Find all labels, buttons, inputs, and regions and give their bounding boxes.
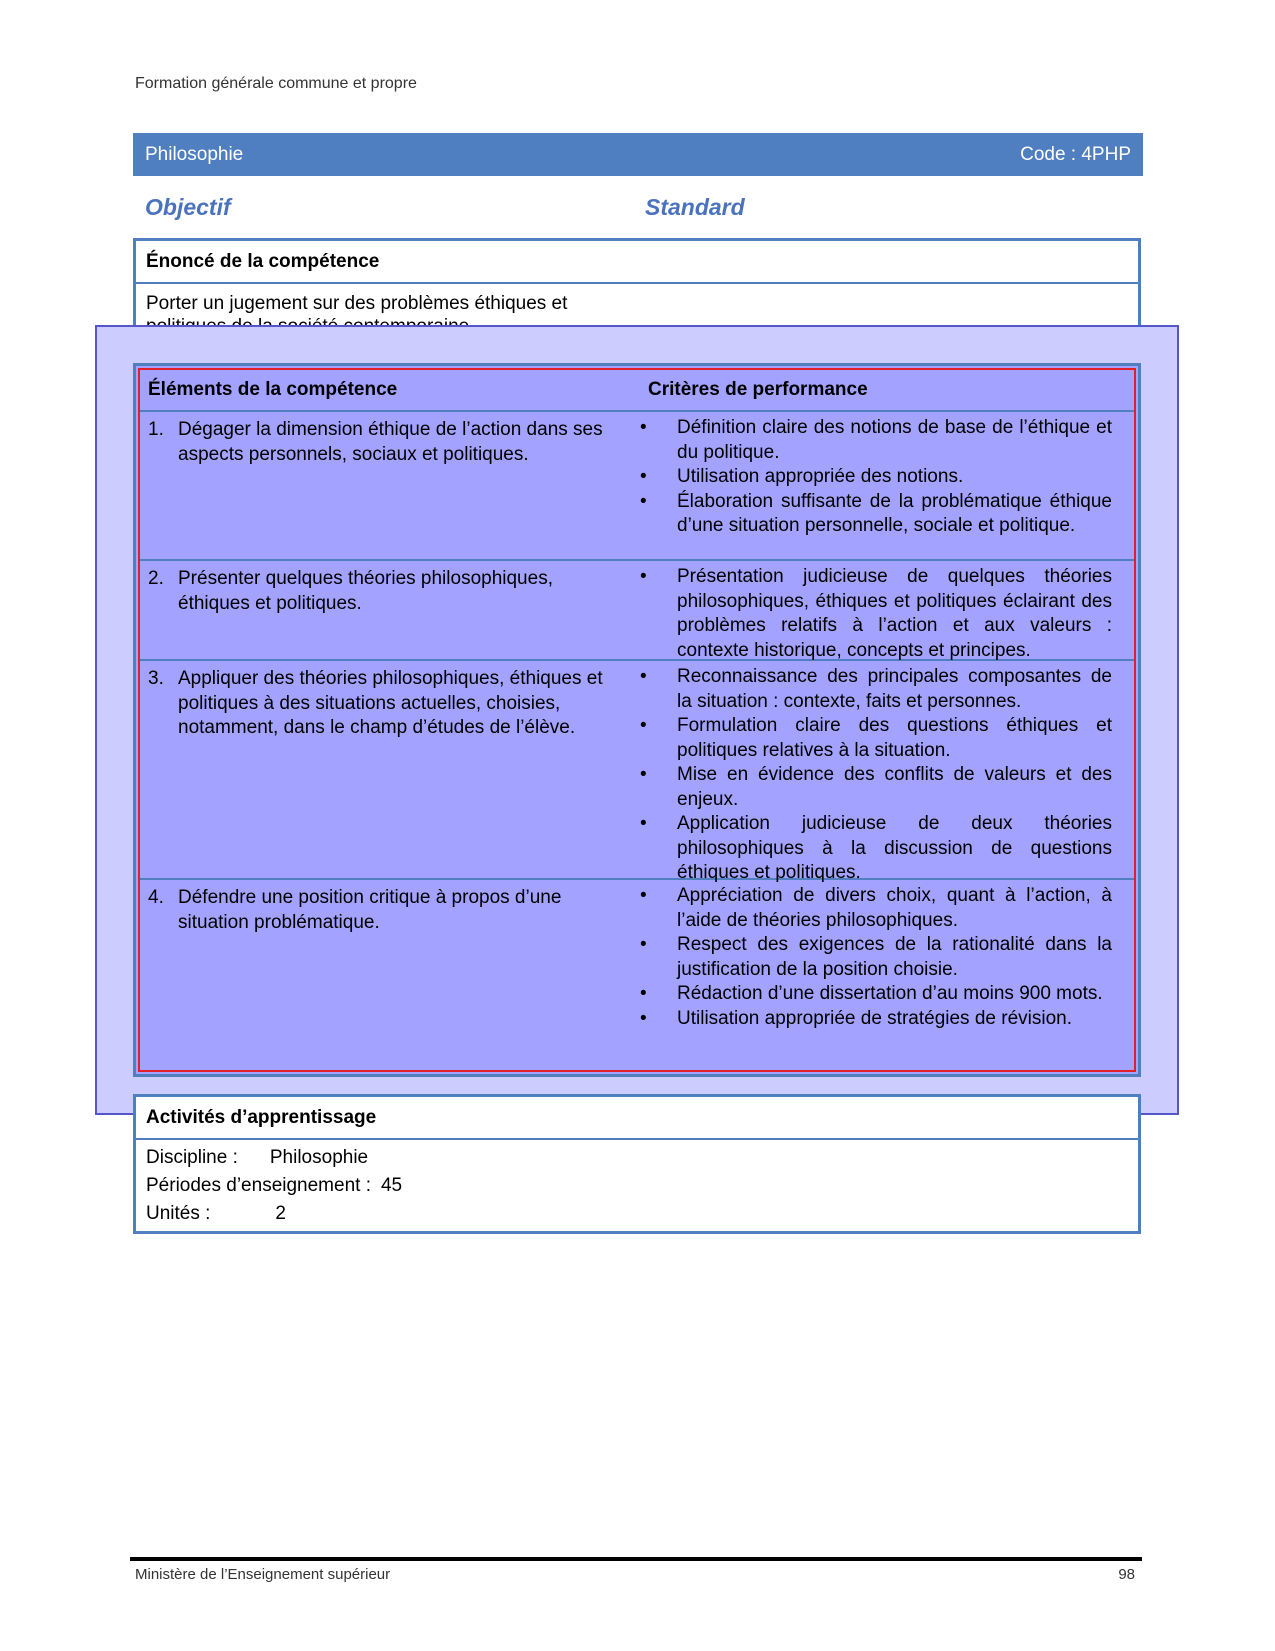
performance-criteria-cell bbox=[640, 412, 1120, 559]
learning-activities-box bbox=[133, 1094, 1141, 1234]
competence-table-inner bbox=[138, 368, 1136, 1072]
bullet-icon: • bbox=[640, 666, 647, 687]
criterion-text: Définition claire des notions de base de l’éthique et du politique. bbox=[677, 417, 1112, 463]
element-number: 4. bbox=[148, 887, 164, 908]
course-title-bar bbox=[133, 133, 1143, 176]
elements-column-header: Éléments de la compétence bbox=[148, 379, 398, 400]
periodes-line bbox=[146, 1172, 1128, 1200]
criterion-item bbox=[640, 465, 1120, 490]
learning-activities-heading: Activités d’apprentissage bbox=[136, 1097, 1138, 1140]
discipline-line bbox=[146, 1144, 1128, 1172]
course-code: Code : 4PHP bbox=[1020, 143, 1131, 165]
course-name: Philosophie bbox=[145, 143, 244, 165]
page-number: 98 bbox=[1118, 1566, 1135, 1583]
competence-element-cell bbox=[140, 661, 640, 878]
footer-ministry: Ministère de l’Enseignement supérieur bbox=[135, 1566, 391, 1583]
running-header: Formation générale commune et propre bbox=[135, 75, 417, 92]
competence-element-cell bbox=[140, 561, 640, 659]
learning-activities-info bbox=[136, 1140, 1138, 1232]
criterion-item bbox=[640, 812, 1120, 886]
unites-value: 2 bbox=[275, 1203, 286, 1224]
criterion-text: Rédaction d’une dissertation d’au moins 900 mots. bbox=[677, 983, 1103, 1004]
criterion-item bbox=[640, 490, 1120, 539]
criterion-text: Respect des exigences de la rationalité dans la justification de la position choisie. bbox=[677, 934, 1112, 980]
bullet-icon: • bbox=[640, 466, 647, 487]
criteria-column-header: Critères de performance bbox=[648, 379, 868, 400]
element-number: 2. bbox=[148, 568, 164, 589]
criterion-text: Mise en évidence des conflits de valeurs et des enjeux. bbox=[677, 764, 1112, 810]
objective-standard-row bbox=[145, 194, 745, 221]
criterion-item bbox=[640, 884, 1120, 933]
discipline-value: Philosophie bbox=[269, 1147, 369, 1168]
periodes-label: Périodes d’enseignement : bbox=[146, 1175, 371, 1196]
unites-line bbox=[146, 1200, 1128, 1228]
table-row bbox=[140, 880, 1134, 1047]
criterion-text: Présentation judicieuse de quelques théories philosophiques, éthiques et politiques éclairant des problèmes relatifs à l’action et aux valeurs : contexte historique, concepts et principes. bbox=[677, 566, 1112, 661]
criterion-item bbox=[640, 565, 1120, 663]
element-number: 1. bbox=[148, 419, 164, 440]
criterion-item bbox=[640, 933, 1120, 982]
bullet-icon: • bbox=[640, 885, 647, 906]
performance-criteria-cell bbox=[640, 561, 1120, 659]
table-header-row bbox=[140, 370, 1134, 412]
standard-label: Standard bbox=[645, 194, 745, 220]
criterion-text: Utilisation appropriée des notions. bbox=[677, 466, 964, 487]
element-text: Appliquer des théories philosophiques, éthiques et politiques à des situations actuelles, choisies, notamment, dans le champ d’études de l’élève. bbox=[178, 668, 603, 738]
criterion-text: Appréciation de divers choix, quant à l’action, à l’aide de théories philosophiques. bbox=[677, 885, 1112, 931]
criterion-text: Utilisation appropriée de stratégies de révision. bbox=[677, 1007, 1072, 1029]
criterion-text: Formulation claire des questions éthiques et politiques relatives à la situation. bbox=[677, 715, 1112, 761]
table-body bbox=[140, 412, 1134, 1047]
criterion-item bbox=[640, 714, 1120, 763]
bullet-icon: • bbox=[640, 417, 647, 438]
table-row bbox=[140, 561, 1134, 661]
bullet-icon: • bbox=[640, 715, 647, 736]
competence-statement-heading: Énoncé de la compétence bbox=[136, 241, 1138, 284]
table-row bbox=[140, 661, 1134, 883]
performance-criteria-cell bbox=[640, 661, 1120, 883]
bullet-icon: • bbox=[640, 566, 647, 587]
unites-label: Unités : bbox=[146, 1203, 211, 1224]
discipline-label: Discipline : bbox=[146, 1147, 238, 1168]
competence-statement-text: Porter un jugement sur des problèmes éthiques et bbox=[146, 293, 568, 314]
periodes-value: 45 bbox=[380, 1175, 403, 1196]
competence-table bbox=[133, 363, 1141, 1077]
criterion-item bbox=[640, 665, 1120, 714]
page-footer bbox=[135, 1566, 1135, 1583]
bullet-icon: • bbox=[640, 983, 647, 1004]
bullet-icon: • bbox=[640, 490, 647, 512]
bullet-icon: • bbox=[640, 813, 647, 834]
table-row bbox=[140, 412, 1134, 561]
performance-criteria-cell bbox=[640, 880, 1120, 1047]
criterion-item bbox=[640, 416, 1120, 465]
criterion-text: Application judicieuse de deux théories philosophiques à la discussion de questions éthiques et politiques. bbox=[677, 813, 1112, 883]
footer-divider bbox=[130, 1557, 1142, 1561]
element-number: 3. bbox=[148, 668, 164, 689]
element-text: Dégager la dimension éthique de l’action dans ses aspects personnels, sociaux et politiques. bbox=[178, 419, 603, 465]
criterion-item bbox=[640, 982, 1120, 1007]
bullet-icon: • bbox=[640, 934, 647, 955]
element-text: Présenter quelques théories philosophiques, éthiques et politiques. bbox=[178, 568, 553, 614]
competence-element-cell bbox=[140, 880, 640, 1047]
criterion-text: Élaboration suffisante de la problématique éthique d’une situation personnelle, sociale et politique. bbox=[677, 490, 1112, 536]
competence-element-cell bbox=[140, 412, 640, 559]
bullet-icon: • bbox=[640, 1007, 647, 1029]
criterion-item bbox=[640, 763, 1120, 812]
criterion-item bbox=[640, 1007, 1120, 1032]
element-text: Défendre une position critique à propos d’une situation problématique. bbox=[178, 887, 562, 933]
bullet-icon: • bbox=[640, 764, 647, 785]
objective-label: Objectif bbox=[145, 194, 231, 220]
criterion-text: Reconnaissance des principales composantes de la situation : contexte, faits et personnes. bbox=[677, 666, 1112, 712]
